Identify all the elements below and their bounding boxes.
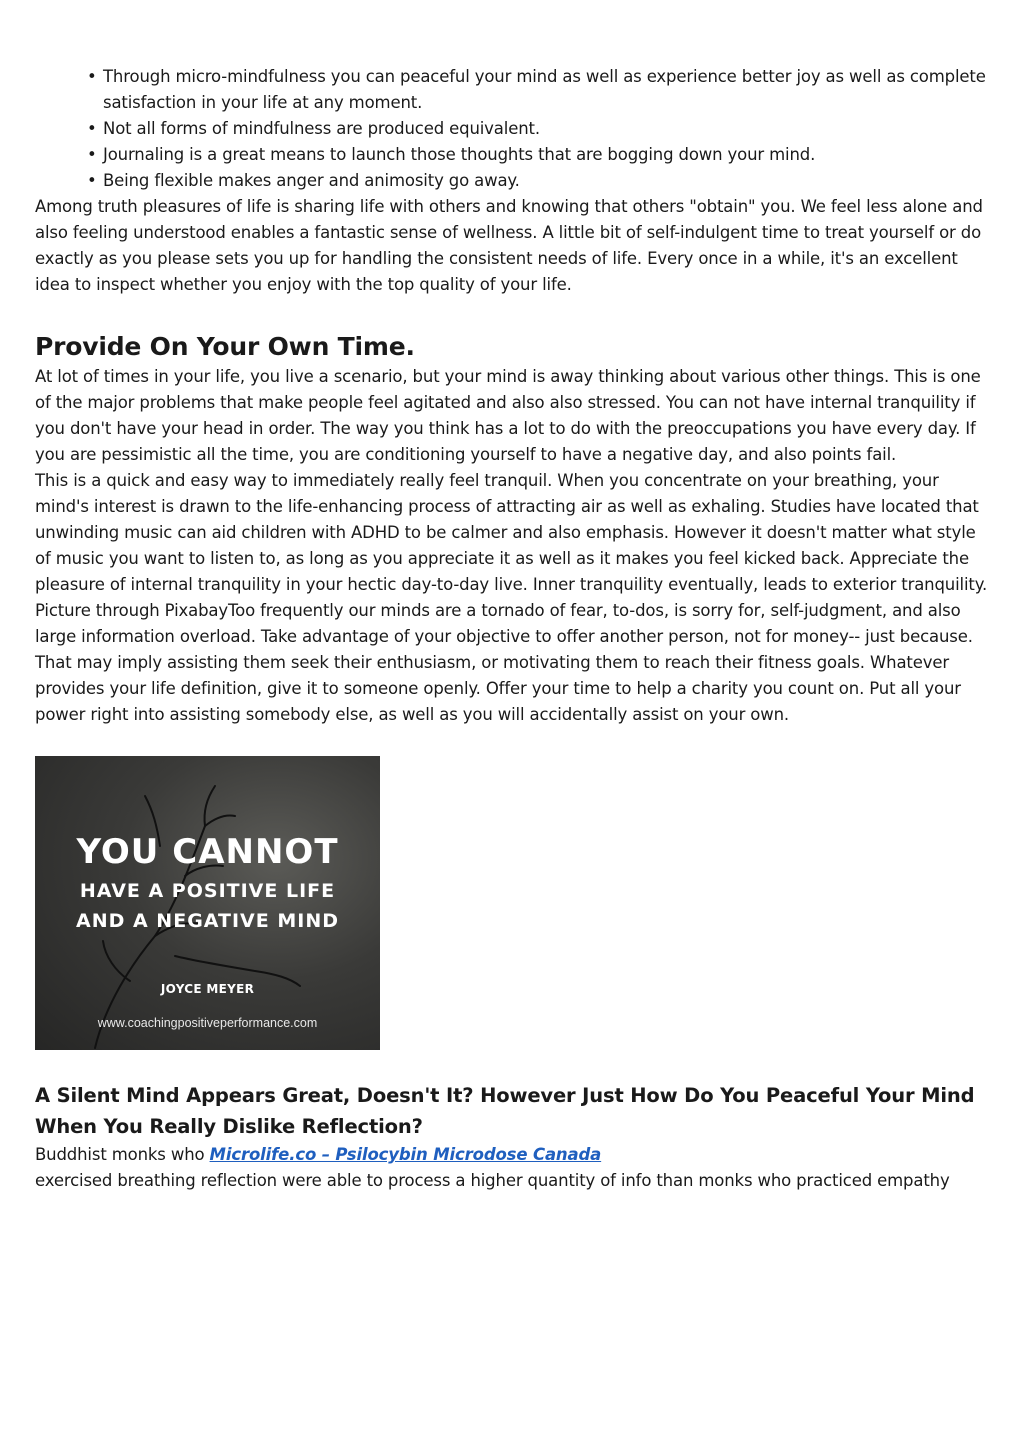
article-body [35, 64, 990, 1194]
bullet-item: • Journaling is a great means to launch those thoughts that are bogging down your mind. [103, 142, 990, 168]
paragraph: Among truth pleasures of life is sharing life with others and knowing that others "obtain" you. We feel less alone and also feeling understood enables a fantastic sense of wellness. A little bit of self-indulgent time to treat yourself or do exactly as you please sets you up for handling the consistent needs of life. Every once in a while, it's an excellent idea to inspect whether you enjoy with the top quality of your life. [35, 197, 983, 294]
microlife-link[interactable]: Microlife.co – Psilocybin Microdose Canada [209, 1145, 602, 1164]
paragraph: At lot of times in your life, you live a scenario, but your mind is away thinking about various other things. This is one of the major problems that make people feel agitated and also also stressed. You can not have internal tranquility if you don't have your head in order. The way you think has a lot to do with the preoccupations you have every day. If you are pessimistic all the time, you are conditioning yourself to have a negative day, and also points fail. [35, 367, 981, 464]
section-heading: Provide On Your Own Time. [35, 332, 415, 361]
quote-watermark-url: www.coachingpositiveperformance.com [97, 1016, 318, 1030]
quote-line: AND A NEGATIVE MIND [76, 910, 339, 932]
paragraph: This is a quick and easy way to immediately really feel tranquil. When you concentrate on your breathing, your mind's interest is drawn to the life-enhancing process of attracting air as well as exhaling. Studies have located that unwinding music can aid children with ADHD to be calmer and also emphasis. However it doesn't matter what style of music you want to listen to, as long as you appreciate it as well as it makes you feel kicked back. Appreciate the pleasure of internal tranquility in your hectic day-to-day live. Inner tranquility eventually, leads to exterior tranquility. [35, 471, 988, 594]
paragraph [35, 1142, 990, 1168]
bullet-item: • Not all forms of mindfulness are produced equivalent. [103, 116, 990, 142]
branch-graphic [35, 756, 380, 1050]
bullet-item: • Through micro-mindfulness you can peaceful your mind as well as experience better joy as well as complete satisfaction in your life at any moment. [103, 64, 990, 116]
subsection-heading: A Silent Mind Appears Great, Doesn't It? However Just How Do You Peaceful Your Mind When You Really Dislike Reflection? [35, 1084, 975, 1138]
quote-headline: YOU CANNOT [76, 832, 339, 872]
paragraph: exercised breathing reflection were able to process a higher quantity of info than monks who practiced empathy [35, 1171, 950, 1190]
bullet-item: • Being flexible makes anger and animosity go away. [103, 168, 990, 194]
quote-author: JOYCE MEYER [160, 982, 255, 996]
paragraph-text: Buddhist monks who [35, 1145, 210, 1164]
quote-line: HAVE A POSITIVE LIFE [79, 880, 336, 902]
quote-image [35, 756, 380, 1050]
bullet-list [35, 64, 990, 194]
paragraph: Picture through PixabayToo frequently our minds are a tornado of fear, to-dos, is sorry for, self-judgment, and also large information overload. Take advantage of your objective to offer another person, not for money-- just because. That may imply assisting them seek their enthusiasm, or motivating them to reach their fitness goals. Whatever provides your life definition, give it to someone openly. Offer your time to help a charity you count on. Put all your power right into assisting somebody else, as well as you will accidentally assist on your own. [35, 601, 973, 724]
